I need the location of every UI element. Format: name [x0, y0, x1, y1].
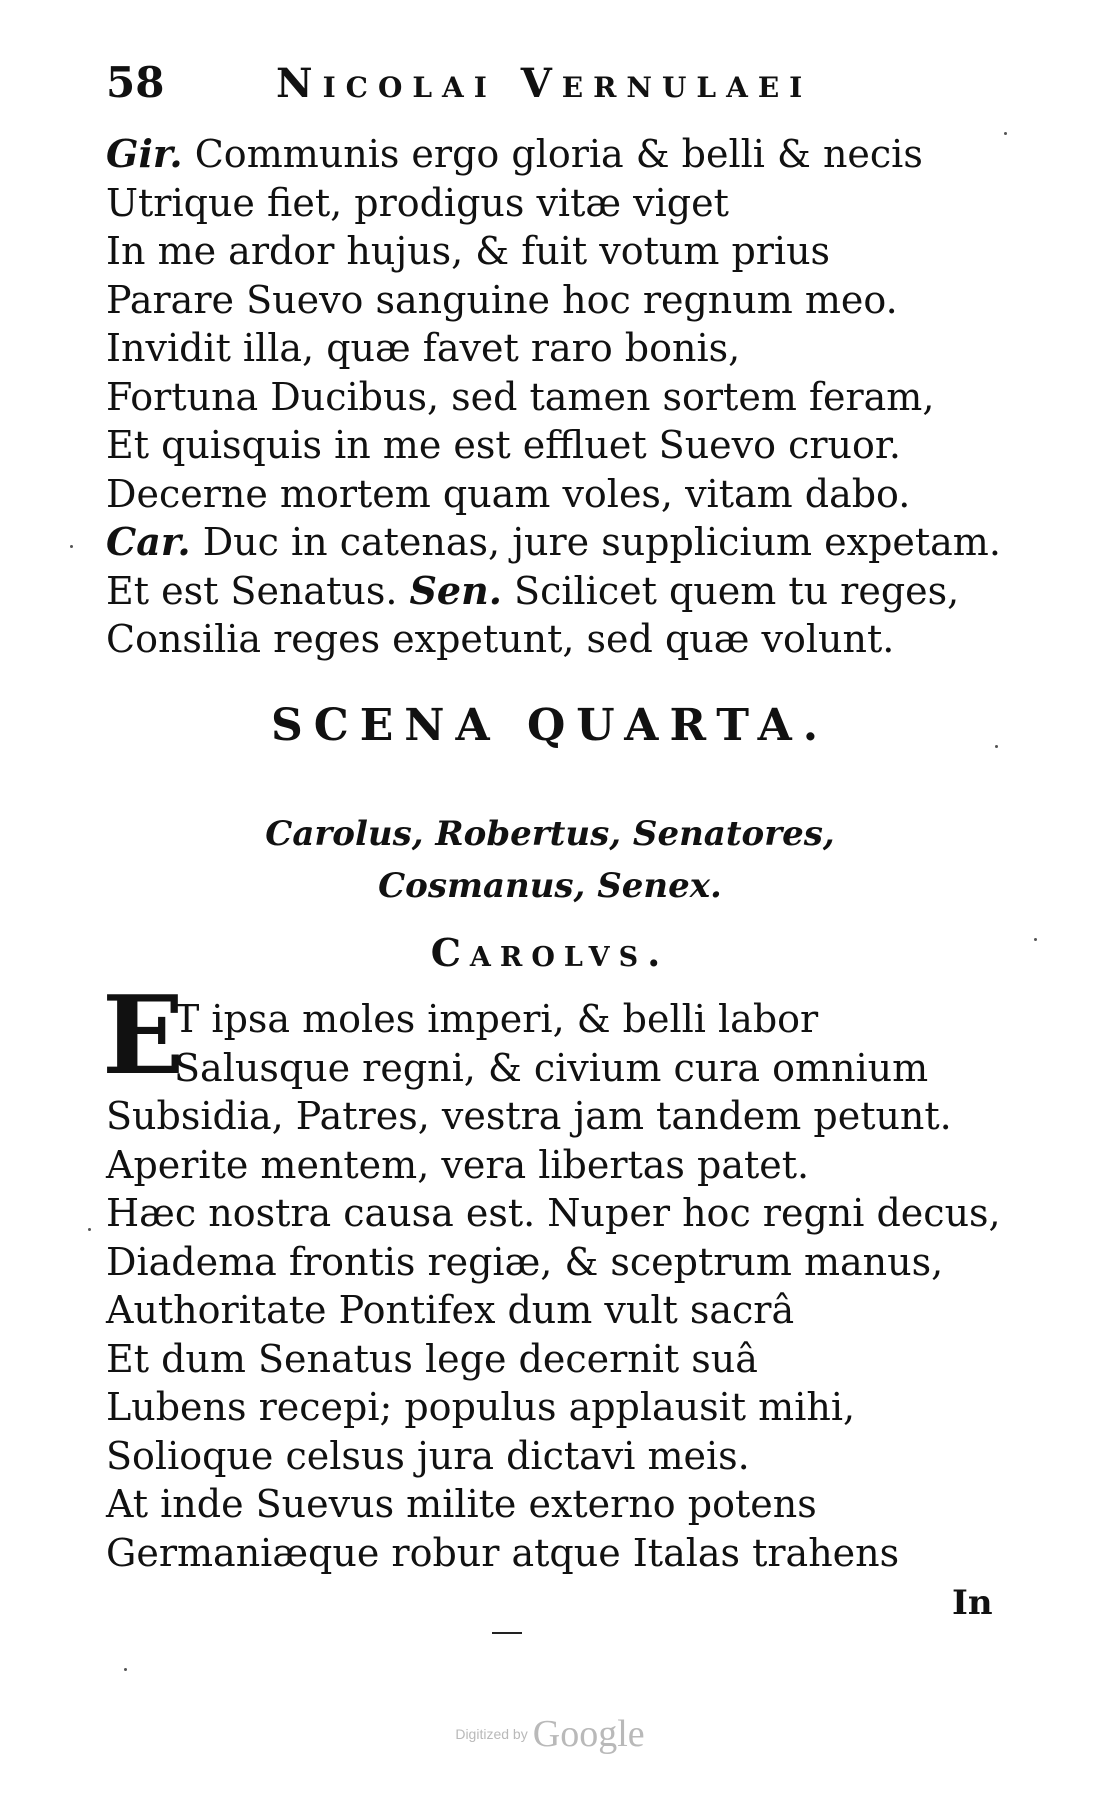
ink-speck [1034, 938, 1037, 941]
running-head: Nicolai Vernulaei [276, 60, 813, 107]
verse-line: Fortuna Ducibus, sed tamen sortem feram, [106, 374, 935, 419]
personae-line: Carolus, Robertus, Senatores, [265, 814, 835, 854]
ink-speck [995, 745, 998, 748]
ink-speck [70, 545, 73, 548]
ink-speck [1004, 132, 1007, 135]
ink-dash [492, 1632, 522, 1634]
verse-line: Subsidia, Patres, vestra jam tandem petunt. [106, 1094, 952, 1138]
page-number: 58 [106, 58, 165, 107]
verse-block-scene-four [106, 995, 1001, 1577]
verse-line: Et quisquis in me est effluet Suevo cruor. [106, 423, 901, 467]
personae-line: Cosmanus, Senex. [378, 866, 722, 906]
dramatis-personae [0, 808, 1100, 912]
verse-line: Decerne mortem quam voles, vitam dabo. [106, 471, 911, 516]
digitization-watermark [0, 1712, 1100, 1756]
verse-block-scene-three [106, 130, 1001, 664]
ink-speck [88, 1228, 91, 1231]
catchword: In [952, 1583, 993, 1623]
verse-line: At inde Suevus milite externo potens [106, 1482, 817, 1526]
verse-line: Aperite mentem, vera libertas patet. [106, 1142, 810, 1187]
verse-line: Parare Suevo sanguine hoc regnum meo. [106, 277, 898, 322]
verse-line: Lubens recepi; populus applausit mihi, [106, 1385, 856, 1429]
verse-line: Diadema frontis regiæ, & sceptrum manus, [106, 1239, 944, 1284]
verse-line: Utrique fiet, prodigus vitæ viget [106, 180, 729, 225]
page-header [106, 58, 876, 118]
speaker-heading: Carolvs. [430, 930, 670, 975]
scene-title: SCENA QUARTA. [270, 700, 830, 751]
verse-line: Solioque celsus jura dictavi meis. [106, 1433, 750, 1478]
verse-line: Et dum Senatus lege decernit suâ [106, 1336, 758, 1381]
google-logo: Google [532, 1713, 645, 1755]
speaker-tag: Gir. [106, 131, 183, 176]
drop-cap: E [102, 973, 185, 1099]
verse-line: Germaniæque robur atque Italas trahens [106, 1530, 900, 1575]
verse-line: Gir. Communis ergo gloria & belli & necis [106, 131, 923, 176]
ink-speck [124, 1668, 127, 1671]
verse-line: T ipsa moles imperi, & belli labor [174, 997, 819, 1041]
watermark-prefix: Digitized by [455, 1726, 528, 1742]
verse-line: Authoritate Pontifex dum vult sacrâ [106, 1288, 795, 1332]
verse-line: In me ardor hujus, & fuit votum prius [106, 229, 831, 273]
verse-line: Consilia reges expetunt, sed quæ volunt. [106, 617, 895, 661]
speaker-tag: Car. [106, 519, 191, 564]
verse-line: Salusque regni, & civium cura omnium [174, 1045, 929, 1090]
verse-line: Et est Senatus. Sen. Scilicet quem tu reges, [106, 567, 960, 613]
speaker-tag: Sen. [409, 567, 502, 613]
verse-line: Invidit illa, quæ favet raro bonis, [106, 326, 741, 370]
verse-line: Car. Duc in catenas, jure supplicium expetam. [106, 519, 1001, 564]
verse-line: Hæc nostra causa est. Nuper hoc regni decus, [106, 1191, 1001, 1235]
